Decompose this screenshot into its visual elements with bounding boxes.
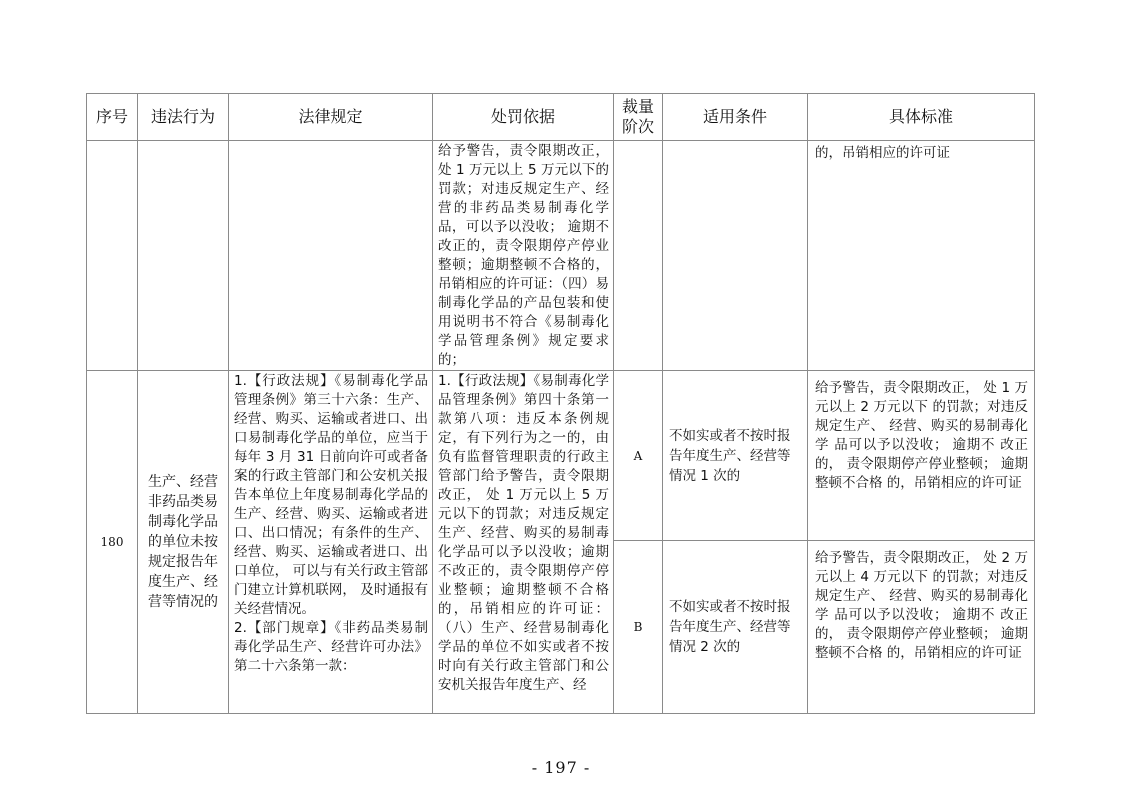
header-violation: 违法行为 — [138, 94, 229, 141]
tier-a-condition: 不如实或者不按时报告年度生产、经营等情况 1 次的 — [669, 427, 791, 484]
cont-basis-text: 给予警告，责令限期改正，处 1 万元以上 5 万元以下的罚款；对违反规定生产、经营的非药品类易制毒化学品，可以予以没收； 逾期不改正的，责令限期停产停业整顿；逾期整顿不合格的， 吊销相应的许可证：（四）易制毒化学品的产品包装和使用说明书不符合《易制毒化学品管理条例》规定要求的； — [438, 143, 609, 368]
tier-b-condition-cell — [663, 541, 808, 714]
tier-b-condition: 不如实或者不按时报告年度生产、经营等情况 2 次的 — [669, 599, 791, 655]
cont-no-cell — [87, 141, 138, 371]
tier-a-condition-cell — [663, 371, 808, 541]
tier-b-standard: 给予警告，责令限期改正， 处 2 万元以上 4 万元以下 的罚款；对违反规定生产、 经营、购买的易制毒化学 品可以予以没收； 逾期不 改正的， 责令限期停产停业整顿； 逾期整顿不合格 的，吊销相应的许可证 — [815, 550, 1028, 661]
header-condition: 适用条件 — [663, 94, 808, 141]
table-row — [87, 371, 1035, 541]
tier-a-standard: 给予警告，责令限期改正， 处 1 万元以上 2 万元以下 的罚款；对违反规定生产、 经营、购买的易制毒化学 品可以予以没收； 逾期不 改正的， 责令限期停产停业整顿； 逾期整顿不合格 的，吊销相应的许可证 — [815, 380, 1028, 491]
header-level-label: 裁量阶次 — [621, 97, 654, 136]
header-law: 法律规定 — [229, 94, 433, 141]
cont-level-cell — [614, 141, 663, 371]
cont-condition-cell — [663, 141, 808, 371]
tier-b-level: B — [614, 541, 663, 714]
tier-a-standard-cell — [808, 371, 1035, 541]
serial-number: 180 — [87, 371, 138, 714]
tier-b-standard-cell — [808, 541, 1035, 714]
continuation-row — [87, 141, 1035, 371]
tier-a-level: A — [614, 371, 663, 541]
basis-text: 1.【行政法规】《易制毒化学品管理条例》第四十条第一款第八项：违反本条例规定，有下列行为之一的，由负有监督管理职责的行政主管部门给予警告，责令限期改正， 处 1 万元以上 5 万元以下的罚款；对违反规定生产、经营、购买的易制毒化学品可以予以没收；逾期不改正的，责令限期停产停业整顿；逾期整顿不合格的，吊销相应的许可证：（八）生产、经营易制毒化学品的单位不如实或者不按时向有关行政主管部门和公安机关报告年度生产、经 — [438, 373, 609, 693]
law-text: 1.【行政法规】《易制毒化学品管理条例》第三十六条：生产、经营、购买、运输或者进口、出口易制毒化学品的单位，应当于每年 3 月 31 日前向许可或者备案的行政主管部门和公安机关报告本单位上年度易制毒化学品的生产、经营、购买、运输或者进口、出口情况；有条件的生产、经营、购买、运输或者进口、出口单位， 可以与有关行政主管部门建立计算机联网， 及时通报有关经营情况。 2.【部门规章】《非药品类易制毒化学品生产、经营许可办法》第二十六条第一款： — [234, 373, 428, 674]
header-row — [87, 94, 1035, 141]
cont-basis-cell — [433, 141, 614, 371]
header-standard: 具体标准 — [808, 94, 1035, 141]
cont-violation-cell — [138, 141, 229, 371]
cont-standard-text: 的，吊销相应的许可证 — [815, 145, 950, 161]
law-cell — [229, 371, 433, 714]
page-number: - 197 - — [531, 758, 591, 777]
penalty-table — [86, 93, 1035, 714]
cont-law-cell — [229, 141, 433, 371]
header-basis: 处罚依据 — [433, 94, 614, 141]
violation-text: 生产、经营非药品类易制毒化学品的单位未按规定报告年度生产、经营等情况的 — [148, 474, 218, 610]
header-level — [614, 94, 663, 141]
cont-standard-cell — [808, 141, 1035, 371]
header-no: 序号 — [87, 94, 138, 141]
basis-cell — [433, 371, 614, 714]
violation-cell — [138, 371, 229, 714]
